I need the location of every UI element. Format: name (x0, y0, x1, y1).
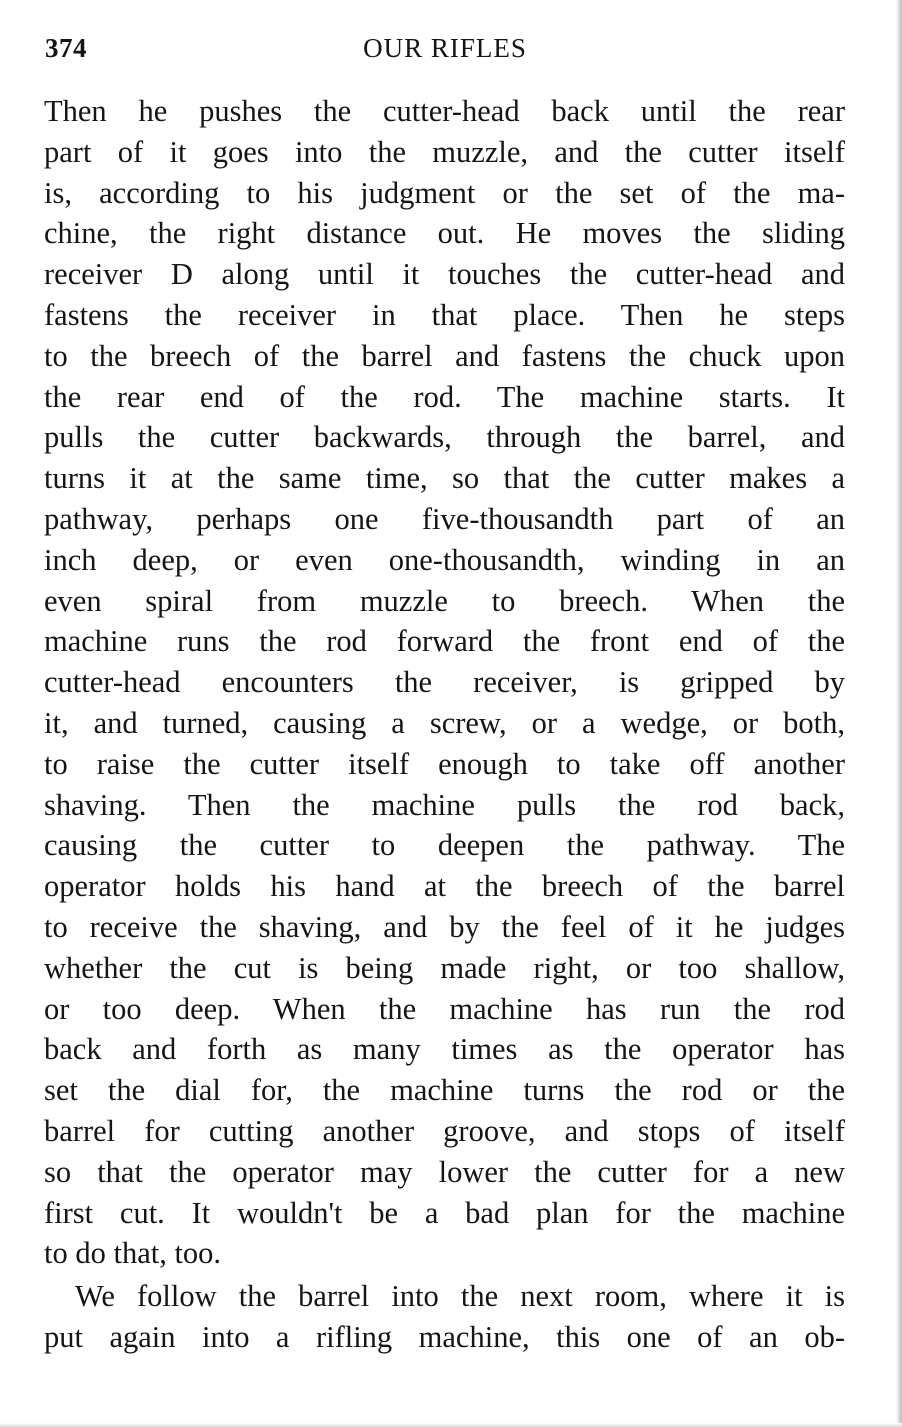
text-line: operator holds his hand at the breech of the barrel (44, 869, 845, 904)
text-line: receiver D along until it touches the cutter-head and (44, 257, 845, 292)
text-line: first cut. It wouldn't be a bad plan for the machine (44, 1195, 845, 1230)
page-number: 374 (45, 33, 87, 63)
page-bottom-edge (0, 1423, 902, 1427)
text-line: cutter-head encounters the receiver, is gripped by (44, 665, 845, 700)
text-line: it, and turned, causing a screw, or a wedge, or both, (44, 705, 845, 740)
paragraph-1 (44, 91, 845, 1274)
text-line: to do that, too. (44, 1236, 222, 1271)
text-line: inch deep, or even one-thousandth, winding in an (44, 542, 845, 577)
text-line: even spiral from muzzle to breech. When the (44, 583, 845, 618)
text-line: so that the operator may lower the cutter for a new (44, 1154, 845, 1189)
text-line: chine, the right distance out. He moves the sliding (44, 216, 845, 251)
text-line: to raise the cutter itself enough to take off another (44, 746, 845, 781)
text-line: shaving. Then the machine pulls the rod back, (44, 787, 845, 822)
page-header (45, 30, 845, 66)
text-line: or too deep. When the machine has run the rod (44, 991, 845, 1026)
text-line: turns it at the same time, so that the cutter makes a (44, 461, 845, 496)
text-line: We follow the barrel into the next room, where it is (75, 1279, 845, 1314)
text-line: back and forth as many times as the operator has (44, 1032, 845, 1067)
text-line: set the dial for, the machine turns the rod or the (44, 1073, 845, 1108)
text-line: barrel for cutting another groove, and stops of itself (44, 1113, 845, 1148)
text-line: machine runs the rod forward the front end of the (44, 624, 845, 659)
text-line: the rear end of the rod. The machine starts. It (44, 379, 845, 414)
text-line: to receive the shaving, and by the feel of it he judges (44, 909, 845, 944)
text-line: part of it goes into the muzzle, and the cutter itself (44, 134, 845, 169)
text-line: whether the cut is being made right, or too shallow, (44, 950, 845, 985)
running-title: OUR RIFLES (363, 33, 527, 63)
text-line: Then he pushes the cutter-head back until the rear (44, 94, 845, 128)
text-line: fastens the receiver in that place. Then he steps (44, 297, 845, 332)
text-line: is, according to his judgment or the set of the ma- (44, 175, 845, 210)
text-line: pulls the cutter backwards, through the barrel, and (44, 420, 845, 455)
page-edge-shadow (896, 0, 902, 1427)
text-line: causing the cutter to deepen the pathway. The (44, 828, 845, 863)
body-text (44, 91, 845, 1391)
paragraph-2 (44, 1276, 845, 1358)
text-line: to the breech of the barrel and fastens the chuck upon (44, 338, 845, 373)
text-line: put again into a rifling machine, this one of an ob- (44, 1319, 845, 1354)
text-line: pathway, perhaps one five-thousandth part of an (44, 501, 845, 536)
